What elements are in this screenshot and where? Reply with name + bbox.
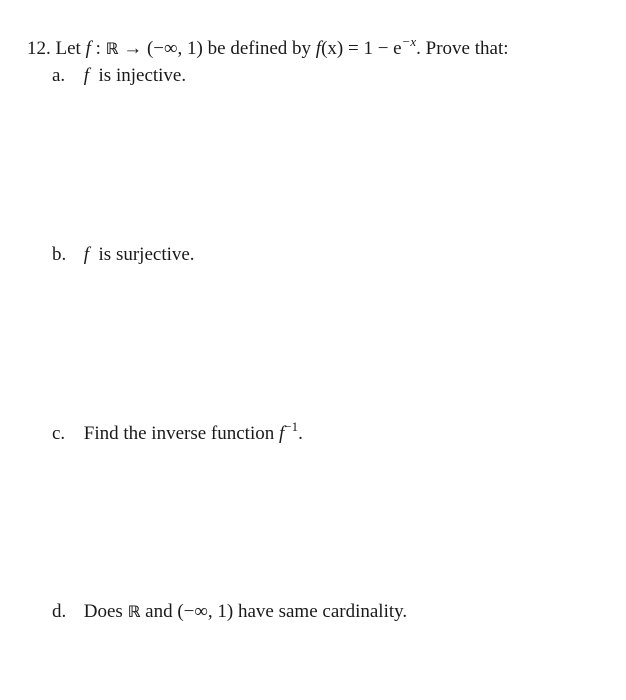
domain-reals: ℝ [105,39,119,58]
fx-symbol: f [315,38,322,59]
intro-word: Let [55,38,81,59]
part-c-function: f [279,423,285,444]
part-b [52,243,195,267]
part-c-period: . [298,423,303,444]
part-b-label: b. [52,244,67,265]
part-d-text: and (−∞, 1) have same cardinality. [145,601,408,622]
equals-sign: = [347,38,359,59]
part-a-text: is injective. [98,65,187,86]
rhs-exponent: −x [401,34,417,49]
question-number: 12. [27,38,51,59]
part-c-text: Find the inverse function [83,423,275,444]
part-b-function: f [83,244,90,265]
part-d-does: Does [83,601,123,622]
part-d [52,600,407,624]
part-a [52,64,186,88]
part-a-label: a. [52,65,66,86]
part-d-label: d. [52,601,67,622]
defined-by-text: be defined by [207,38,312,59]
codomain: (−∞, 1) [146,38,203,59]
part-b-text: is surjective. [98,244,195,265]
part-c-label: c. [52,423,66,444]
colon: : [95,38,101,59]
rhs-base: 1 − e [363,38,402,59]
fx-argument: (x) [321,38,344,59]
part-d-reals: ℝ [127,602,141,621]
part-a-function: f [83,65,90,86]
prove-that-text: . Prove that: [416,38,509,59]
arrow: → [123,38,143,59]
part-c [52,419,303,447]
part-c-exponent: −1 [284,419,299,434]
function-symbol: f [85,38,91,59]
question-12-statement [27,34,509,62]
